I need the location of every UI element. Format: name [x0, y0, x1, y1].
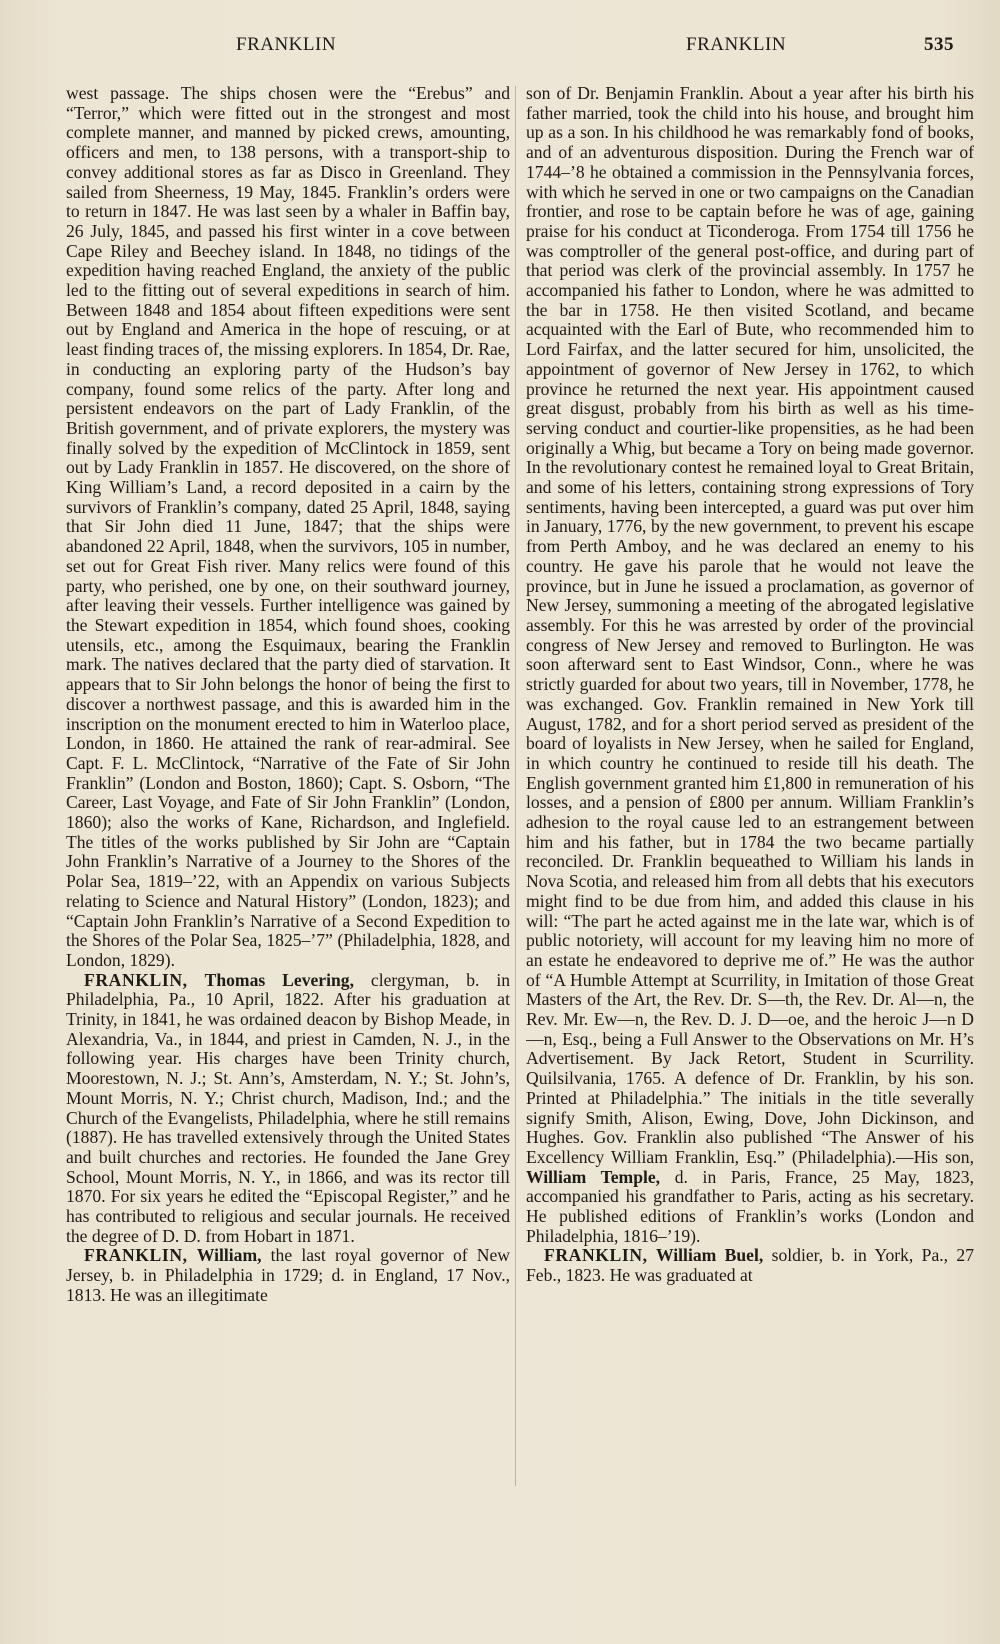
entry-name: William Buel, [656, 1245, 764, 1266]
entry-headword: FRANKLIN, [84, 1245, 188, 1266]
son-name: William Temple, [526, 1166, 661, 1187]
entry-william-buel-franklin [526, 1246, 974, 1285]
column-divider [515, 86, 516, 1486]
entry-name: Thomas Levering, [204, 969, 354, 990]
running-head-right: FRANKLIN [686, 34, 787, 55]
entry-william-franklin [66, 1246, 510, 1305]
continued-paragraph-william-franklin [526, 84, 974, 1246]
right-column [526, 84, 974, 1504]
left-column [66, 84, 510, 1504]
continued-text: d. in Paris, France, 25 May, 1823, accompanied his grandfather to Paris, acting as his secretary. He published editions of Franklin’s works (London and Philadelphia, 1816–’19). [526, 1166, 974, 1246]
entry-headword: FRANKLIN, [544, 1245, 648, 1266]
page-number: 535 [924, 34, 954, 55]
entry-thomas-levering-franklin [66, 971, 510, 1247]
entry-text: clergyman, b. in Philadelphia, Pa., 10 April, 1822. After his graduation at Trinity, in 1841, he was ordained deacon by Bishop Meade, in Alexandria, Va., in 1844, and priest in Camden, N. J., in the following year. His charges have been Trinity church, Moorestown, N. J.; St. Ann’s, Amsterdam, N. Y.; St. John’s, Mount Morris, N. Y.; Christ church, Madison, Ind.; and the Church of the Evangelists, Philadelphia, where he still remains (1887). He has travelled extensively through the United States and built churches and rectories. He founded the Jane Grey School, Mount Morris, N. Y., in 1866, and was its rector till 1870. For six years he edited the “Episcopal Register,” and he has contributed to religious and secular journals. He received the degree of D. D. from Hobart in 1871. [66, 969, 510, 1246]
entry-headword: FRANKLIN, [84, 969, 188, 990]
entry-name: William, [196, 1245, 262, 1266]
continued-text: son of Dr. Benjamin Franklin. About a year after his birth his father married, took the child into his house, and brought him up as a son. In his childhood he was remarkably fond of books, and of an adventurous disposition. During the French war of 1744–’8 he obtained a commission in the Pennsylvania forces, with which he served in one or two campaigns on the Canadian frontier, and rose to be captain before he was of age, gaining praise for his conduct at Ticonderoga. From 1754 till 1756 he was comptroller of the general post-office, and during part of that period was clerk of the provincial assembly. In 1757 he accompanied his father to London, where he was admitted to the bar in 1758. He then visited Scotland, and became acquainted with the Earl of Bute, who recommended him to Lord Fairfax, and the latter secured for him, unsolicited, the appointment of governor of New Jersey in 1762, to which province he returned the next year. His appointment caused great disgust, probably from his birth as well as his time-serving conduct and courtier-like propensities, as he had been originally a Whig, but became a Tory on being made governor. In the revolutionary contest he remained loyal to Great Britain, and some of his letters, containing strong expressions of Tory sentiments, having been intercepted, a guard was put over him in January, 1776, by the new government, to prevent his escape from Perth Amboy, and he was declared an enemy to his country. He gave his parole that he would not leave the province, but in June he issued a proclamation, as governor of New Jersey, summoning a meeting of the abrogated legislative assembly. For this he was arrested by order of the provincial congress of New Jersey and removed to Burlington. He was soon afterward sent to East Windsor, Conn., where he was strictly guarded for about two years, till in November, 1778, he was exchanged. Gov. Franklin remained in New York till August, 1782, and for a short period served as president of the board of loyalists in New Jersey, when he sailed for England, in which country he continued to reside till his death. The English government granted him £1,800 in remuneration of his losses, and a pension of £800 per annum. William Franklin’s adhesion to the royal cause led to an estrangement between him and his father, but in 1784 the two became partially reconciled. Dr. Franklin bequeathed to William his lands in Nova Scotia, and released him from all debts that his executors might find to be due from him, and added this clause in his will: “The part he acted against me in the late war, which is of public notoriety, will account for my leaving him no more of an estate he endeavored to deprive me of.” He was the author of “A Humble Attempt at Scurrility, in Imitation of those Great Masters of the Art, the Rev. Dr. S—th, the Rev. Dr. Al—n, the Rev. Mr. Ew—n, the Rev. D. J. D—oe, and the heroic J—n D—n, Esq., being a Full Answer to the Observations on Mr. H’s Advertisement. By Jack Retort, Student in Scurrility. Quilsilvania, 1765. A defence of Dr. Franklin, by his son. Printed at Philadelphia.” The initials in the title severally signify Smith, Alison, Ewing, Dove, John Dickinson, and Hughes. Gov. Franklin also published “The Answer of his Excellency William Franklin, Esq.” (Philadelphia).—His son, [526, 84, 974, 1167]
entry-text: soldier, b. in York, Pa., 27 Feb., 1823. He was graduated at [526, 1245, 974, 1286]
running-head-left: FRANKLIN [236, 34, 337, 55]
entry-text: the last royal governor of New Jersey, b. in Philadelphia in 1729; d. in England, 17 Nov., 1813. He was an illegitimate [66, 1245, 510, 1305]
running-head [0, 34, 1000, 60]
continued-paragraph-john-franklin: west passage. The ships chosen were the “Erebus” and “Terror,” which were fitted out in the strongest and most complete manner, and manned by picked crews, amounting, officers and men, to 138 persons, with a transport-ship to convey additional stores as far as Disco in Greenland. They sailed from Sheerness, 19 May, 1845. Franklin’s orders were to return in 1847. He was last seen by a whaler in Baffin bay, 26 July, 1845, and passed his first winter in a cove between Cape Riley and Beechey island. In 1848, no tidings of the expedition having reached England, the anxiety of the public led to the fitting out of several expeditions in search of him. Between 1848 and 1854 about fifteen expeditions were sent out by England and America in the hope of rescuing, or at least finding traces of, the missing explorers. In 1854, Dr. Rae, in conducting an exploring party of the Hudson’s bay company, found some relics of the party. After long and persistent endeavors on the part of Lady Franklin, of the British government, and of private explorers, the mystery was finally solved by the expedition of McClintock in 1859, sent out by Lady Franklin in 1857. He discovered, on the shore of King William’s Land, a record deposited in a cairn by the survivors of Franklin’s company, dated 25 April, 1848, saying that Sir John died 11 June, 1847; that the ships were abandoned 22 April, 1848, when the survivors, 105 in number, set out for Great Fish river. Many relics were found of this party, who perished, one by one, on their southward journey, after leaving their vessels. Further intelligence was gained by the Stewart expedition in 1854, which found shoes, cooking utensils, etc., among the Esquimaux, bearing the Franklin mark. The natives declared that the party died of starvation. It appears that to Sir John belongs the honor of being the first to discover a northwest passage, and this is awarded him in the inscription on the monument erected to him in Waterloo place, London, in 1860. He attained the rank of rear-admiral. See Capt. F. L. McClintock, “Narrative of the Fate of Sir John Franklin” (London and Boston, 1860); Capt. S. Osborn, “The Career, Last Voyage, and Fate of Sir John Franklin” (London, 1860); also the works of Kane, Richardson, and Inglefield. The titles of the works published by Sir John are “Captain John Franklin’s Narrative of a Journey to the Shores of the Polar Sea, 1819–’22, with an Appendix on various Subjects relating to Science and Natural History” (London, 1823); and “Captain John Franklin’s Narrative of a Second Expedition to the Shores of the Polar Sea, 1825–’7” (Philadelphia, 1828, and London, 1829). [66, 84, 510, 970]
